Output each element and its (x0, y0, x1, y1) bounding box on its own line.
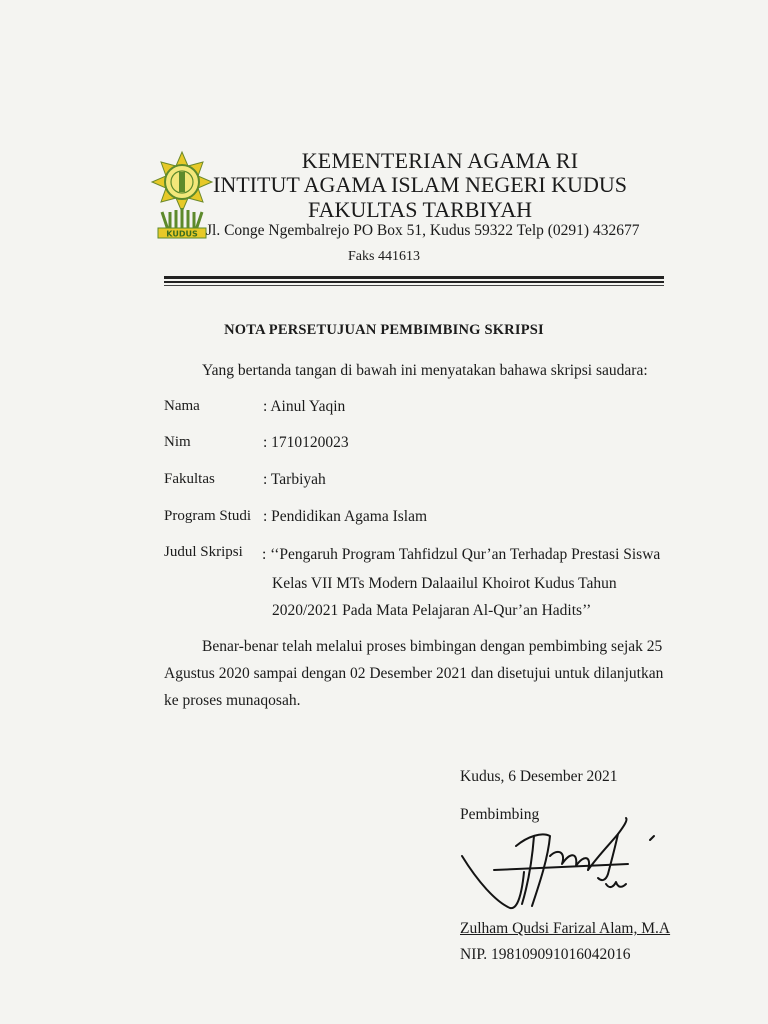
field-label-nama: Nama (164, 398, 200, 414)
document-title: NOTA PERSETUJUAN PEMBIMBING SKRIPSI (224, 322, 544, 338)
letterhead-ministry: KEMENTERIAN AGAMA RI (301, 148, 579, 173)
signature-role: Pembimbing (460, 806, 540, 823)
field-value-judul-line3: 2020/2021 Pada Mata Pelajaran Al-Qur’an Hadits’’ (272, 602, 592, 619)
letterhead-rule-middle (164, 281, 664, 283)
body-line-2: Agustus 2020 sampai dengan 02 Desember 2021 dan disetujui untuk dilanjutkan (164, 665, 664, 682)
letterhead-faculty: FAKULTAS TARBIYAH (307, 197, 533, 222)
handwritten-signature (458, 812, 668, 916)
field-label-fakultas: Fakultas (164, 471, 215, 487)
signatory-nip: NIP. 198109091016042016 (460, 946, 631, 963)
field-value-nim: : 1710120023 (263, 434, 349, 451)
field-label-nim: Nim (164, 434, 191, 450)
body-line-1: Benar-benar telah melalui proses bimbingan dengan pembimbing sejak 25 (202, 638, 663, 655)
field-value-judul-line1: : ‘‘Pengaruh Program Tahfidzul Qur’an Terhadap Prestasi Siswa (262, 546, 661, 563)
field-value-prodi: : Pendidikan Agama Islam (263, 508, 428, 525)
svg-text:KUDUS: KUDUS (166, 229, 198, 239)
letterhead-fax: Faks 441613 (348, 249, 420, 264)
letterhead-institute: INTITUT AGAMA ISLAM NEGERI KUDUS (213, 172, 627, 197)
intro-statement: Yang bertanda tangan di bawah ini menyatakan bahawa skripsi saudara: (202, 362, 648, 379)
body-line-3: ke proses munaqosah. (164, 692, 301, 709)
field-value-nama: : Ainul Yaqin (263, 398, 346, 415)
signature-place-date: Kudus, 6 Desember 2021 (460, 768, 618, 785)
signatory-name: Zulham Qudsi Farizal Alam, M.A (460, 920, 671, 937)
field-value-judul-line2: Kelas VII MTs Modern Dalaailul Khoirot Kudus Tahun (272, 575, 617, 592)
field-label-prodi: Program Studi (164, 508, 252, 524)
letterhead-rule-thick (164, 276, 664, 279)
field-label-judul: Judul Skripsi (164, 544, 243, 560)
letterhead-address: Jl. Conge Ngembalrejo PO Box 51, Kudus 59322 Telp (0291) 432677 (206, 222, 640, 239)
field-value-fakultas: : Tarbiyah (263, 471, 326, 488)
letterhead-rule-thin (164, 285, 664, 286)
